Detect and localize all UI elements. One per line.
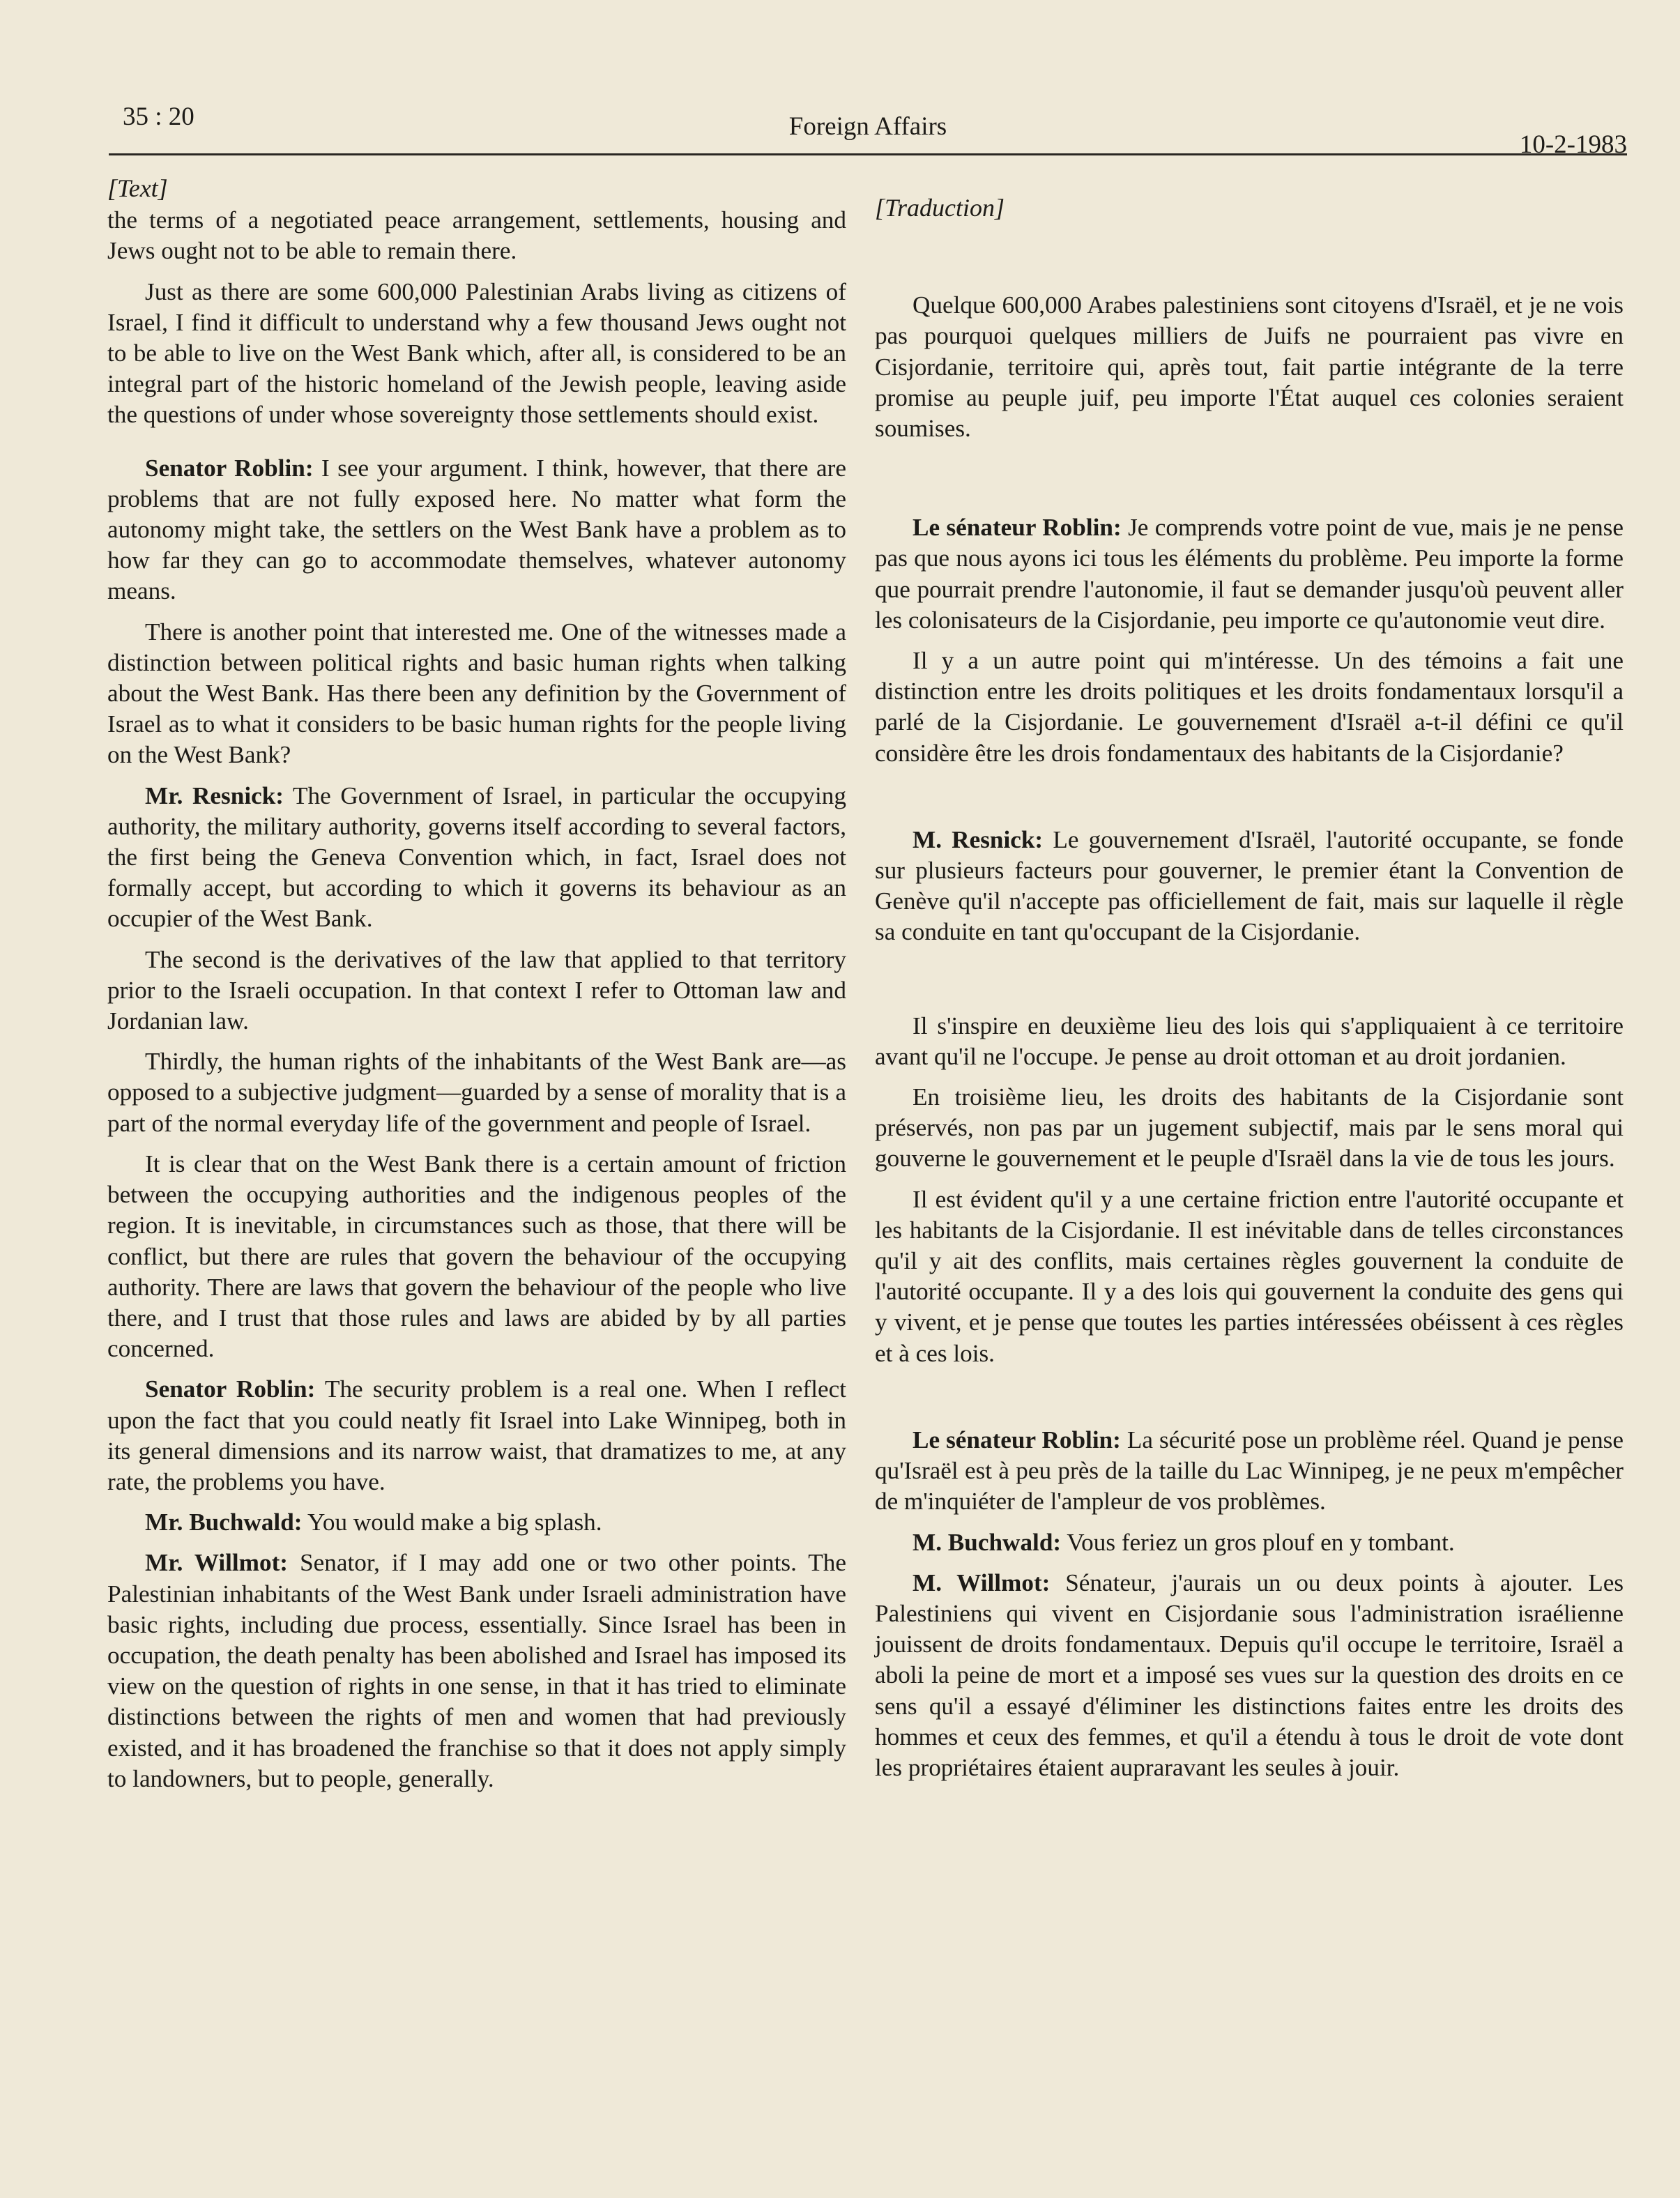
paragraph: Quelque 600,000 Arabes palestiniens sont citoyens d'Israël, et je ne vois pas pourquoi quelques milliers de Juifs ne pourraient pas vivre en Cisjordanie, territoire qui, après tout, fait partie intégrante de la terre promise au peuple juif, peu importe l'État auquel ces colonies seraient soumises. <box>875 291 1624 443</box>
speaker-name: Senator Roblin: <box>145 454 314 482</box>
speaker-name: Le sénateur Roblin: <box>912 1426 1121 1453</box>
paragraph: Il est évident qu'il y a une certaine friction entre l'autorité occupante et les habitants de la Cisjordanie. Il est inévitable dans de telles circonstances qu'il y ait des conflits, mais certaines règles gouvernent la conduite de l'autorité occupante. Il y a des lois qui gouvernent la conduite des gens qui y vivent, et je pense que toutes les parties intéressées obéissent à ces règles et à ces lois. <box>875 1185 1624 1367</box>
paragraph: Il y a un autre point qui m'intéresse. Un des témoins a fait une distinction entre les droits politiques et les droits fondamentaux lorsqu'il a parlé de la Cisjordanie. Le gouvernement d'Israël a-t-il défini ce qu'il considère être les drois fondamentaux des habitants de la Cisjordanie? <box>875 647 1624 767</box>
paragraph: Mr. Buchwald: You would make a big splash. <box>145 1509 602 1536</box>
speaker-name: M. Willmot: <box>912 1569 1051 1596</box>
paragraph: Le sénateur Roblin: La sécurité pose un problème réel. Quand je pense qu'Israël est à peu près de la taille du Lac Winnipeg, je ne peux m'empêcher de m'inquiéter de l'ampleur de vos problèmes. <box>875 1426 1624 1516</box>
speaker-name: Mr. Buchwald: <box>145 1509 303 1536</box>
paragraph: Thirdly, the human rights of the inhabitants of the West Bank are—as opposed to a subjective judgment—guarded by a sense of morality that is a part of the normal everyday life of the government and people of Israel. <box>107 1048 846 1137</box>
speaker-name: Senator Roblin: <box>145 1375 316 1403</box>
paragraph: M. Willmot: Sénateur, j'aurais un ou deux points à ajouter. Les Palestiniens qui vivent en Cisjordanie sous l'administration israélienne jouissent de droits fondamentaux. Depuis qu'il occupe le territoire, Israël a aboli la peine de mort et a imposé ses vues sur la question des droits en ce sens qu'il a essayé d'éliminer les distinctions faites entre les droits des hommes et ceux des femmes, et qu'il a étendu à tous le droit de vote dont les propriétaires étaient aupraravant les seules à jouir. <box>875 1569 1624 1781</box>
paragraph: En troisième lieu, les droits des habitants de la Cisjordanie sont préservés, non pas par un jugement subjectif, mais par le sens moral qui gouverne le gouvernement et le peuple d'Israël dans la vie de tous les jours. <box>875 1083 1624 1173</box>
paragraph: Mr. Resnick: The Government of Israel, in particular the occupying authority, the military authority, governs itself according to several factors, the first being the Geneva Convention which, in fact, Israel does not formally accept, but according to which it governs its behaviour as an occupier of the West Bank. <box>107 781 846 933</box>
paragraph: The second is the derivatives of the law that applied to that territory prior to the Israeli occupation. In that context I refer to Ottoman law and Jordanian law. <box>107 945 846 1035</box>
paragraph: Le sénateur Roblin: Je comprends votre point de vue, mais je ne pense pas que nous ayons ici tous les éléments du problème. Peu importe la forme que pourrait prendre l'autonomie, il faut se demander jusqu'où peuvent aller les colonisateurs de la Cisjordanie, peu importe ce qu'autonomie veut dire. <box>875 514 1624 634</box>
paragraph: the terms of a negotiated peace arrangement, settlements, housing and Jews ought not to be able to remain there. <box>107 206 846 265</box>
paragraph: M. Resnick: Le gouvernement d'Israël, l'autorité occupante, se fonde sur plusieurs facteurs pour gouverner, le premier étant la Convention de Genève qu'il n'accepte pas officiellement de fait, mais sur laquelle il règle sa conduite en tant qu'occupant de la Cisjordanie. <box>875 825 1624 946</box>
english-column <box>107 173 846 1794</box>
french-column <box>875 173 1624 1783</box>
paragraph: There is another point that interested me. One of the witnesses made a distinction between political rights and basic human rights when talking about the West Bank. Has there been any definition by the Government of Israel as to what it considers to be basic human rights for the people living on the West Bank? <box>107 618 846 769</box>
paragraph: Mr. Willmot: Senator, if I may add one or two other points. The Palestinian inhabitants of the West Bank under Israeli administration have basic rights, including due process, essentially. Since Israel has been in occupation, the death penalty has been abolished and Israel has imposed its view on the question of rights in one sense, in that it has tried to eliminate distinctions between the rights of men and women that had previously existed, and it has broadened the franchise so that it does not apply simply to landowners, but to people, generally. <box>107 1549 847 1792</box>
speaker-name: Le sénateur Roblin: <box>912 514 1122 542</box>
french-label: [Traduction] <box>875 194 1005 222</box>
paragraph: Senator Roblin: I see your argument. I think, however, that there are problems that are not fully exposed here. No matter what form the autonomy might take, the settlers on the West Bank have a problem as to how far they can go to accommodate themselves, whatever autonomy means. <box>107 454 846 605</box>
speaker-name: M. Buchwald: <box>912 1528 1062 1556</box>
paragraph: Il s'inspire en deuxième lieu des lois qui s'appliquaient à ce territoire avant qu'il ne l'occupe. Je pense au droit ottoman et au droit jordanien. <box>875 1012 1624 1070</box>
speaker-name: Mr. Willmot: <box>145 1549 289 1577</box>
page-number: 35 : 20 <box>123 102 194 131</box>
paragraph: Senator Roblin: The security problem is a real one. When I reflect upon the fact that you could neatly fit Israel into Lake Winnipeg, both in its general dimensions and its narrow waist, that dramatizes to me, at any rate, the problems you have. <box>107 1375 846 1495</box>
paragraph: Just as there are some 600,000 Palestinian Arabs living as citizens of Israel, I find it difficult to understand why a few thousand Jews ought not to be able to live on the West Bank which, after all, is considered to be an integral part of the historic homeland of the Jewish people, leaving aside the questions of under whose sovereignty those settlements should exist. <box>107 277 846 429</box>
speaker-name: M. Resnick: <box>912 825 1044 853</box>
page-header <box>109 98 1627 159</box>
speaker-name: Mr. Resnick: <box>145 781 284 809</box>
english-label: [Text] <box>107 174 168 202</box>
paragraph: It is clear that on the West Bank there is a certain amount of friction between the occupying authorities and the indigenous peoples of the region. It is inevitable, in circumstances such as those, that there will be conflict, but there are rules that govern the behaviour of the occupying authority. There are laws that govern the behaviour of the people who live there, and I trust that those rules and laws are abided by by all parties concerned. <box>107 1150 846 1363</box>
journal-title: Foreign Affairs <box>788 112 947 141</box>
page-date: 10-2-1983 <box>1519 130 1627 159</box>
paragraph: M. Buchwald: Vous feriez un gros plouf en y tombant. <box>912 1528 1455 1556</box>
